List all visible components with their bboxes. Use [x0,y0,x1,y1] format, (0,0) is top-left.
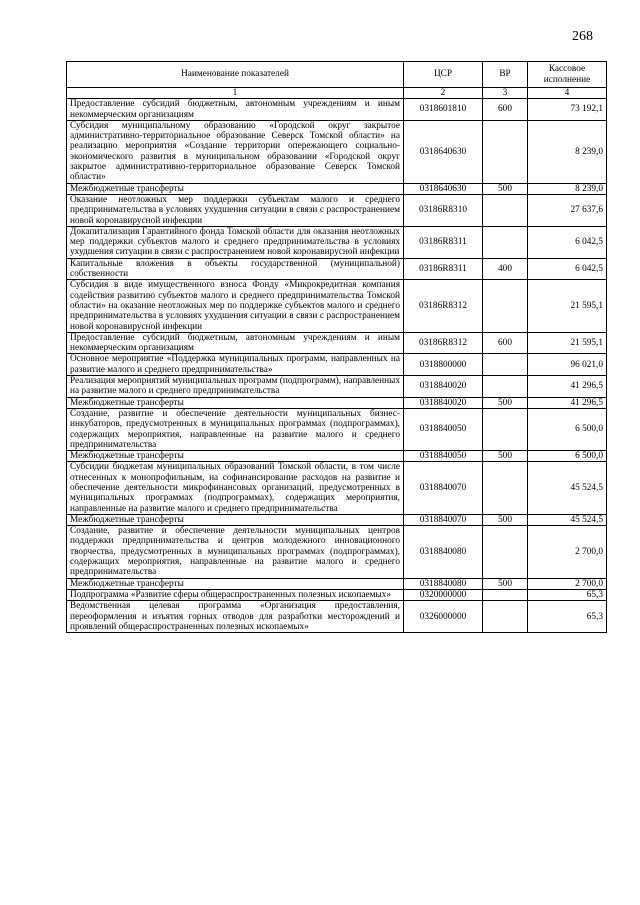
table-row [67,397,607,408]
row-vr [483,462,528,514]
column-number: 2 [404,88,483,99]
row-csr: 0318840080 [404,578,483,589]
column-number: 3 [483,88,528,99]
row-name: Создание, развитие и обеспечение деятельности муниципальных центров поддержки предпринимательства и центров молодежного инновационного творчества, предусмотренных в муниципальных программах (подпрограммах), содержащих мероприятия, направленные на развитие малого и среднего предпринимательства [67,526,404,578]
row-name: Основное мероприятие «Поддержка муниципальных программ, направленных на развитие малого и среднего предпринимательства» [67,354,404,376]
header-name: Наименование показателей [67,62,404,88]
table-row [67,120,607,183]
table-row [67,462,607,514]
row-vr [483,226,528,258]
row-sum: 45 524,5 [528,462,607,514]
row-csr: 03186R8311 [404,258,483,280]
table-row [67,332,607,354]
row-name: Реализация мероприятий муниципальных программ (подпрограмм), направленных на развитие малого и среднего предпринимательства [67,376,404,398]
row-sum: 2 700,0 [528,526,607,578]
row-csr: 03186R8312 [404,280,483,332]
row-csr: 0318601810 [404,99,483,121]
row-name: Межбюджетные трансферты [67,514,404,525]
row-sum: 96 021,0 [528,354,607,376]
table-row [67,514,607,525]
row-sum: 6 500,0 [528,451,607,462]
table-row [67,258,607,280]
row-sum: 65,3 [528,589,607,600]
table-row [67,280,607,332]
table-row [67,578,607,589]
row-vr [483,120,528,183]
header-sum: Кассовое исполнение [528,62,607,88]
row-name: Межбюджетные трансферты [67,397,404,408]
row-csr: 0320000000 [404,589,483,600]
header-csr: ЦСР [404,62,483,88]
row-name: Оказание неотложных мер поддержки субъектам малого и среднего предпринимательства в условиях ухудшения ситуации в связи с распространением новой коронавирусной инфекции [67,194,404,226]
row-name: Субсидия в виде имущественного взноса Фонду «Микрокредитная компания содействия развитию субъектов малого и среднего предпринимательства Томской области» на оказание неотложных мер по поддержке субъектов малого и среднего предпринимательства в условиях ухудшения ситуации в связи с распространением новой коронавирусной инфекции [67,280,404,332]
row-vr [483,194,528,226]
row-sum: 8 239,0 [528,120,607,183]
row-sum: 6 042,5 [528,226,607,258]
row-name: Ведомственная целевая программа «Организация предоставления, переоформления и изъятия горных отводов для разработки месторождений и проявлений общераспространенных полезных ископаемых» [67,601,404,633]
column-number-row [67,88,607,99]
row-vr: 500 [483,514,528,525]
row-name: Субсидии бюджетам муниципальных образований Томской области, в том числе отнесенных к монопрофильным, на софинансирование расходов на развитие и обеспечение деятельности микрофинансовых организаций, предусмотренных в муниципальных программах (подпрограммах), содержащих мероприятия, направленные на развитие малого и среднего предпринимательства [67,462,404,514]
table-row [67,99,607,121]
row-sum: 6 042,5 [528,258,607,280]
row-csr: 03186R8311 [404,226,483,258]
table-row [67,183,607,194]
row-sum: 6 500,0 [528,408,607,450]
row-vr [483,589,528,600]
row-name: Докапитализация Гарантийного фонда Томской области для оказания неотложных мер поддержки субъектов малого и среднего предпринимательства в условиях ухудшения ситуации в связи с распространением новой коронавирусной инфекции [67,226,404,258]
table-row [67,526,607,578]
row-csr: 0318840050 [404,451,483,462]
row-vr: 600 [483,332,528,354]
row-sum: 2 700,0 [528,578,607,589]
row-vr: 600 [483,99,528,121]
table-row [67,408,607,450]
row-csr: 0318840070 [404,462,483,514]
row-vr: 400 [483,258,528,280]
row-sum: 8 239,0 [528,183,607,194]
row-sum: 41 296,5 [528,397,607,408]
row-csr: 0318840080 [404,526,483,578]
row-csr: 0326000000 [404,601,483,633]
header-vr: ВР [483,62,528,88]
row-vr: 500 [483,397,528,408]
row-sum: 45 524,5 [528,514,607,525]
row-vr: 500 [483,451,528,462]
row-vr [483,408,528,450]
row-sum: 65,3 [528,601,607,633]
row-sum: 27 637,6 [528,194,607,226]
row-vr [483,601,528,633]
row-name: Межбюджетные трансферты [67,451,404,462]
row-csr: 0318840070 [404,514,483,525]
row-sum: 21 595,1 [528,280,607,332]
row-vr [483,526,528,578]
row-sum: 73 192,1 [528,99,607,121]
row-vr [483,280,528,332]
row-vr [483,354,528,376]
header-row [67,62,607,88]
row-vr [483,376,528,398]
row-vr: 500 [483,578,528,589]
table-row [67,194,607,226]
column-number: 1 [67,88,404,99]
row-name: Предоставление субсидий бюджетным, автономным учреждениям и иным некоммерческим организациям [67,99,404,121]
row-name: Межбюджетные трансферты [67,183,404,194]
table-row [67,354,607,376]
row-csr: 0318840020 [404,397,483,408]
row-vr: 500 [483,183,528,194]
budget-table [66,61,607,633]
table-row [67,376,607,398]
row-sum: 21 595,1 [528,332,607,354]
row-sum: 41 296,5 [528,376,607,398]
row-csr: 03186R8312 [404,332,483,354]
page-number: 268 [572,29,593,44]
row-name: Капитальные вложения в объекты государственной (муниципальной) собственности [67,258,404,280]
table-row [67,589,607,600]
row-name: Подпрограмма «Развитие сферы общераспространенных полезных ископаемых» [67,589,404,600]
table-row [67,601,607,633]
row-csr: 03186R8310 [404,194,483,226]
table-row [67,226,607,258]
row-csr: 0318840050 [404,408,483,450]
row-name: Межбюджетные трансферты [67,578,404,589]
row-csr: 0318640630 [404,183,483,194]
row-name: Субсидия муниципальному образованию «Городской округ закрытое административно-территориальное образование Северск Томской области» на реализацию мероприятия «Создание территории опережающего социально-экономического развития в муниципальном образовании «Городской округ закрытое административно-территориальное образование Северск Томской области» [67,120,404,183]
row-name: Создание, развитие и обеспечение деятельности муниципальных бизнес-инкубаторов, предусмотренных в муниципальных программах (подпрограммах), содержащих мероприятия, направленные на развитие малого и среднего предпринимательства [67,408,404,450]
row-csr: 0318840020 [404,376,483,398]
row-csr: 0318640630 [404,120,483,183]
column-number: 4 [528,88,607,99]
row-csr: 0318800000 [404,354,483,376]
table-row [67,451,607,462]
row-name: Предоставление субсидий бюджетным, автономным учреждениям и иным некоммерческим организациям [67,332,404,354]
